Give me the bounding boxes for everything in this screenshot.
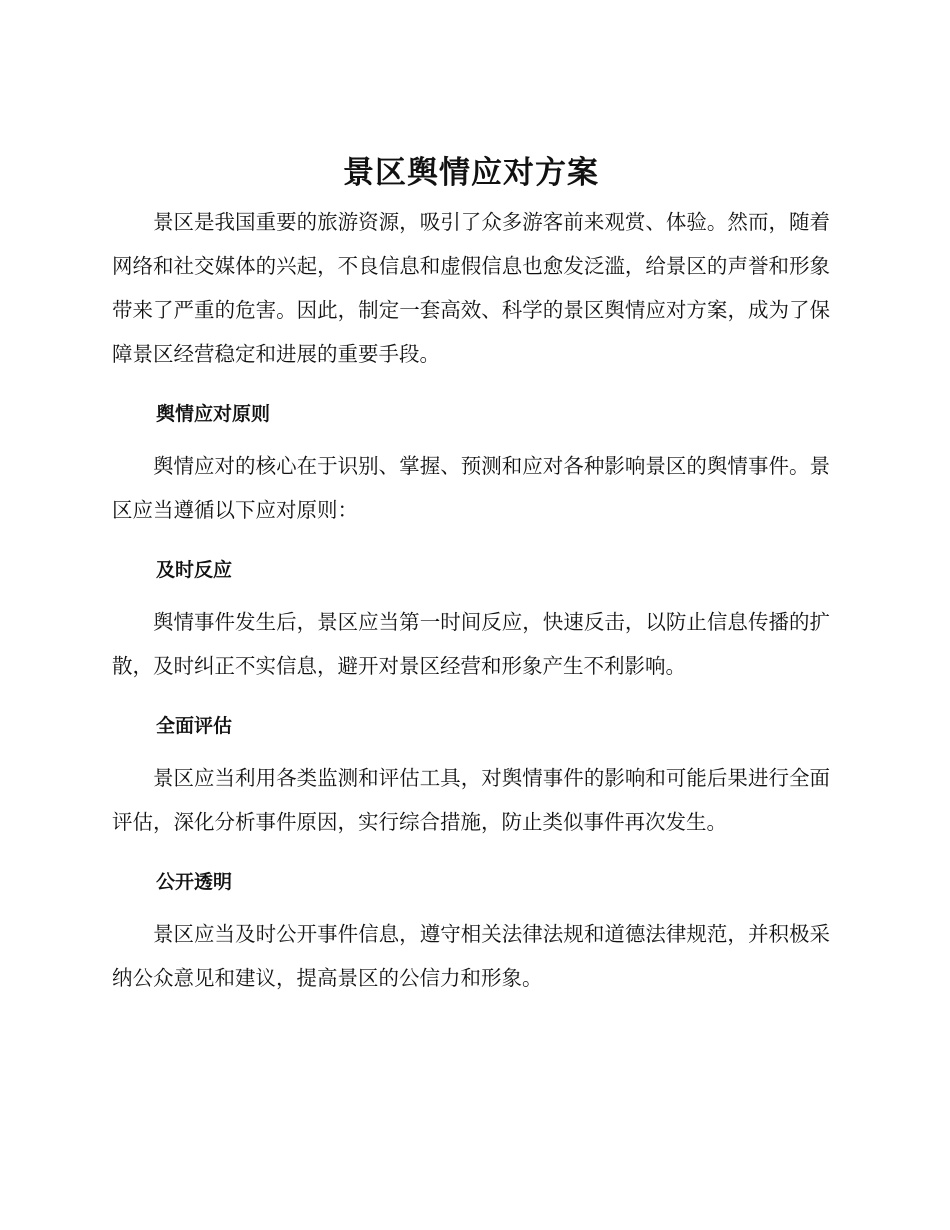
section-heading-comprehensive-assessment: 全面评估 <box>156 715 233 737</box>
principles-paragraph: 舆情应对的核心在于识别、掌握、预测和应对各种影响景区的舆情事件。景区应当遵循以下应对原则： <box>112 454 830 522</box>
section-paragraph-timely-response: 舆情事件发生后，景区应当第一时间反应，快速反击，以防止信息传播的扩散，及时纠正不实信息，避开对景区经营和形象产生不利影响。 <box>112 610 830 678</box>
section-paragraph-comprehensive-assessment: 景区应当利用各类监测和评估工具，对舆情事件的影响和可能后果进行全面评估，深化分析事件原因，实行综合措施，防止类似事件再次发生。 <box>112 766 830 834</box>
intro-paragraph: 景区是我国重要的旅游资源，吸引了众多游客前来观赏、体验。然而，随着网络和社交媒体的兴起，不良信息和虚假信息也愈发泛滥，给景区的声誉和形象带来了严重的危害。因此，制定一套高效、科学的景区舆情应对方案，成为了保障景区经营稳定和进展的重要手段。 <box>112 210 830 366</box>
section-heading-transparency: 公开透明 <box>156 871 233 893</box>
document-title: 景区舆情应对方案 <box>343 155 599 191</box>
principles-heading: 舆情应对原则 <box>156 403 271 425</box>
section-paragraph-transparency: 景区应当及时公开事件信息，遵守相关法律法规和道德法律规范，并积极采纳公众意见和建议，提高景区的公信力和形象。 <box>112 922 830 990</box>
section-heading-timely-response: 及时反应 <box>156 559 233 581</box>
